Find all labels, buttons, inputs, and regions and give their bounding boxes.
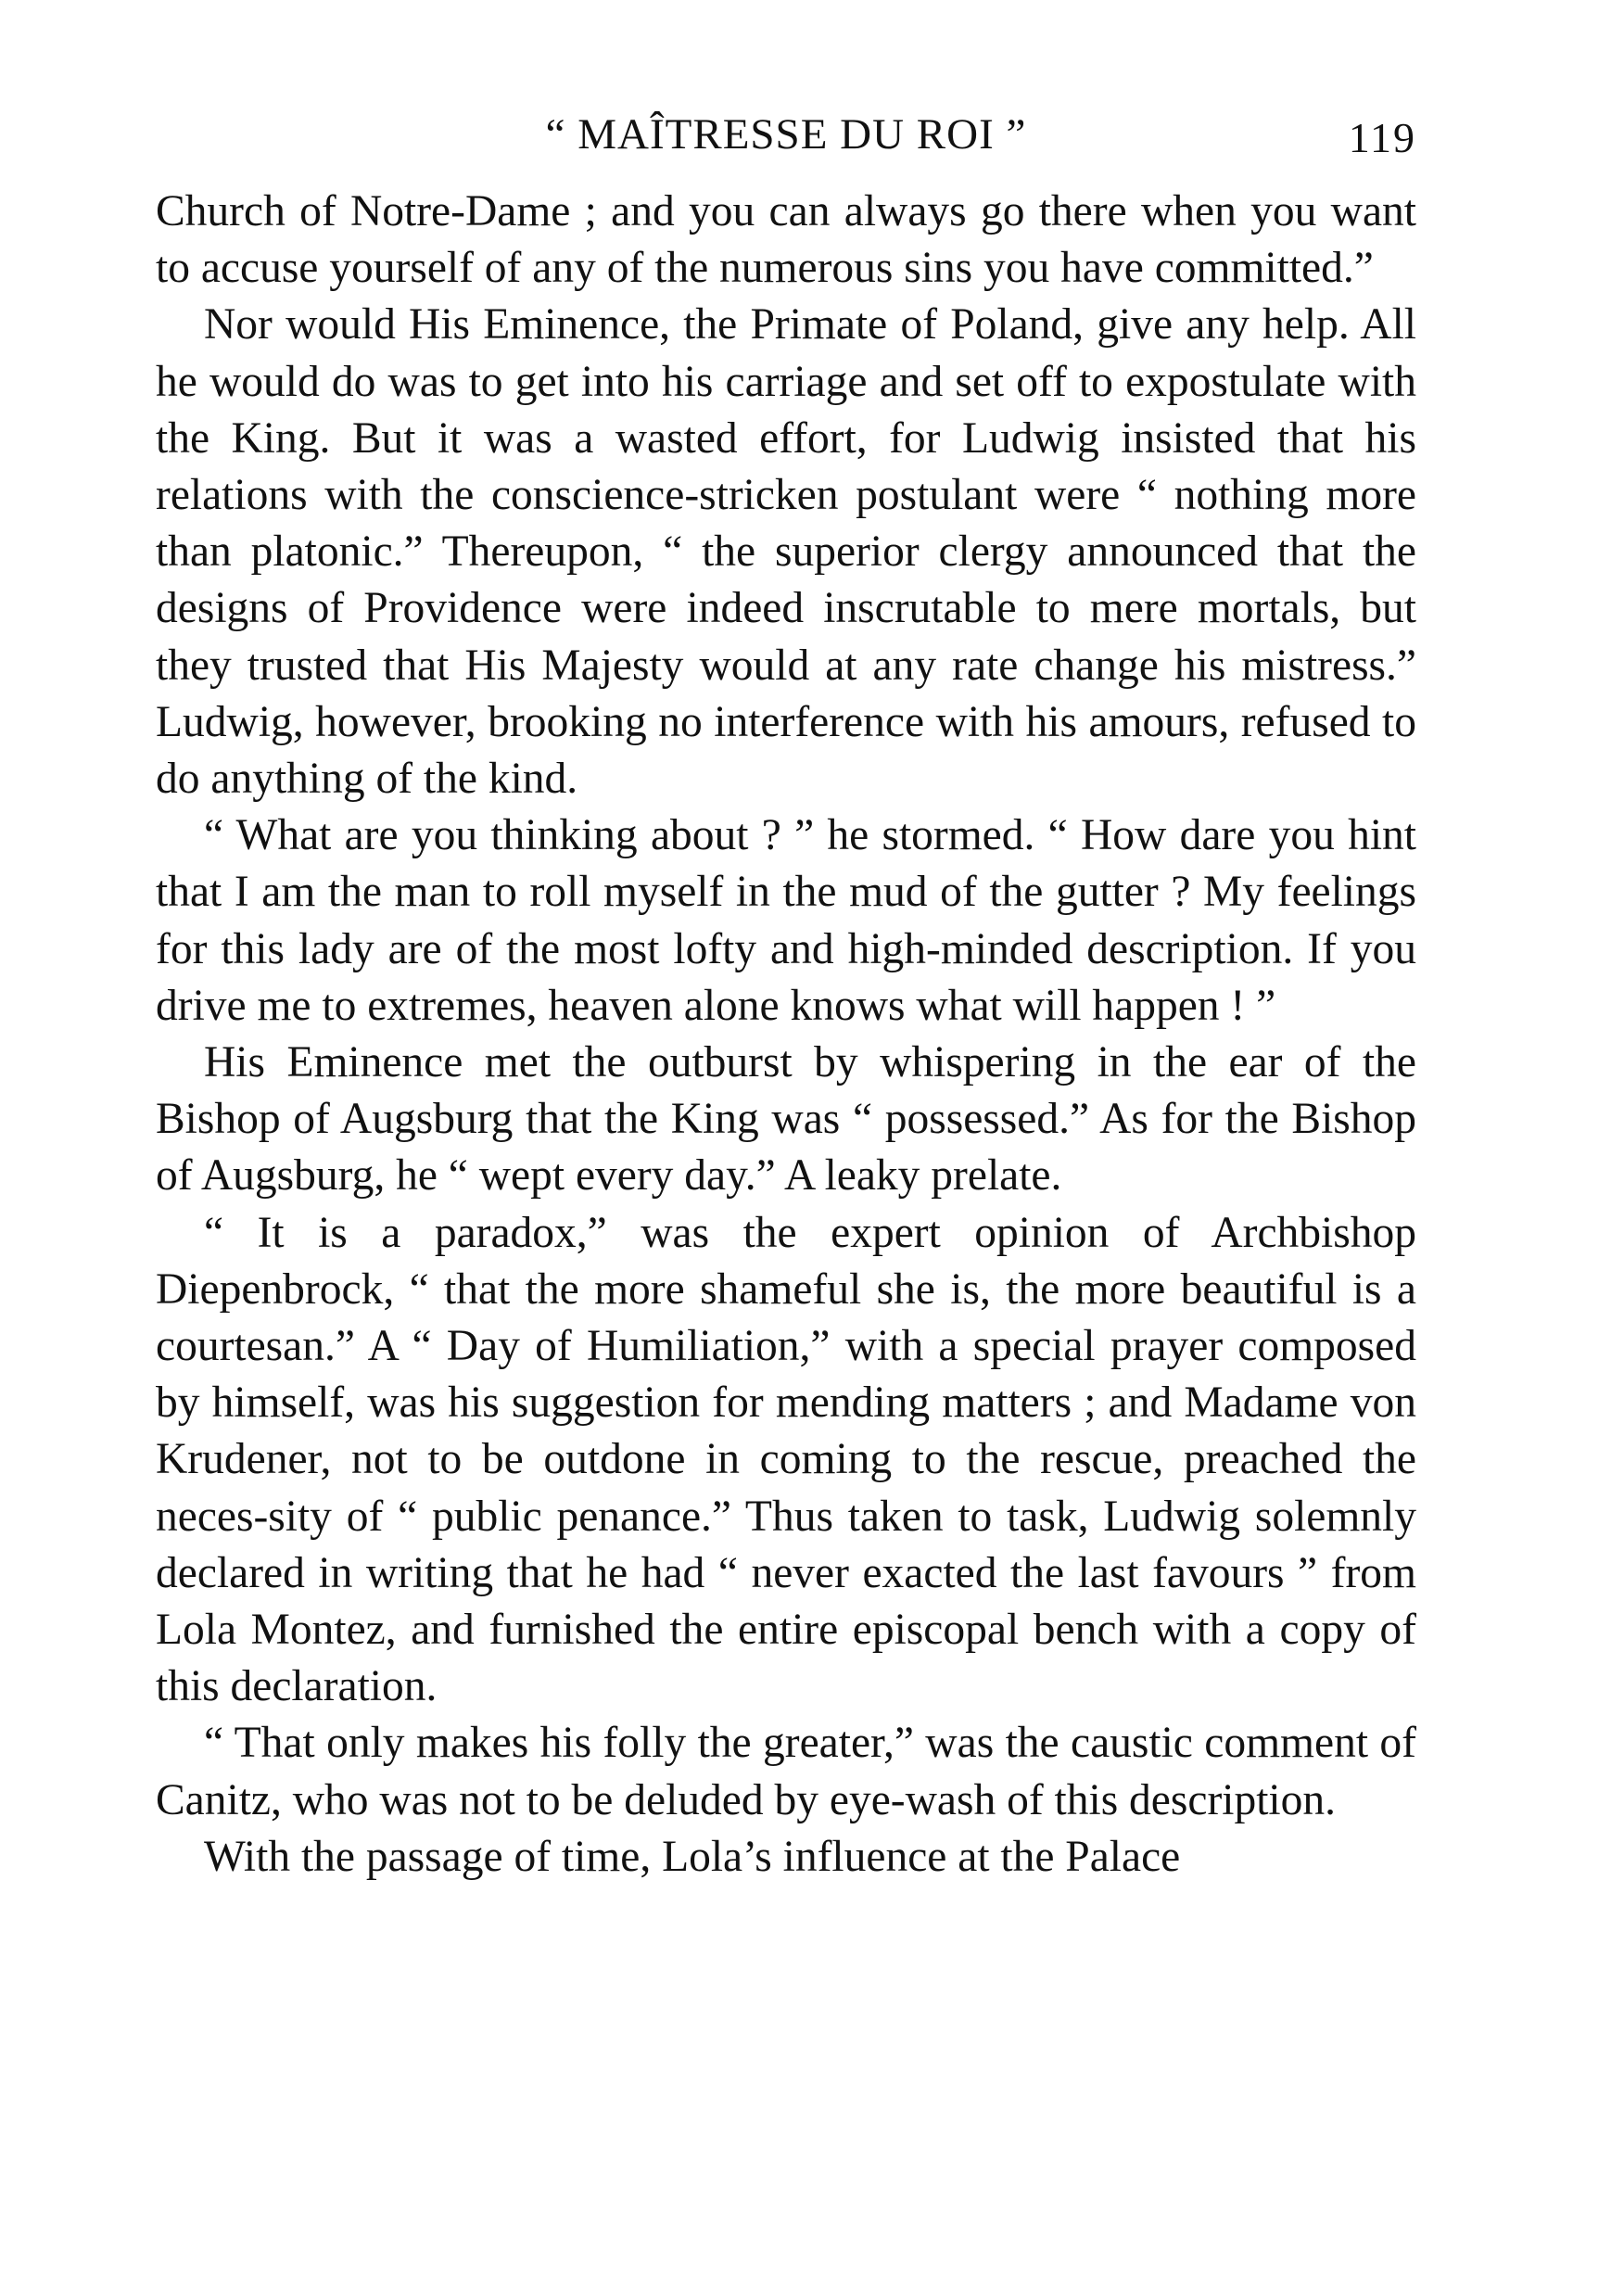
page-number: 119 bbox=[1348, 114, 1416, 161]
paragraph-king-stormed: “ What are you thinking about ? ” he stormed. “ How dare you hint that I am the man to roll myself in the mud of the gutter ? My feelings for this lady are of the most lofty and high-minded description. If you drive me to extremes, heaven alone knows what will happen ! ” bbox=[156, 811, 1416, 1030]
paragraph-eminence: His Eminence met the outburst by whispering in the ear of the Bishop of Augsburg that the King was “ possessed.” As for the Bishop of Augsburg, he “ wept every day.” A leaky prelate. bbox=[156, 1038, 1416, 1201]
running-title: “ MAÎTRESSE DU ROI ” bbox=[545, 110, 1027, 159]
body-text bbox=[156, 184, 1416, 1886]
running-header bbox=[156, 109, 1416, 184]
paragraph-passage-of-time: With the passage of time, Lola’s influence at the Palace bbox=[204, 1832, 1181, 1881]
book-page bbox=[156, 109, 1416, 1886]
paragraph-canitz: “ That only makes his folly the greater,” was the caustic comment of Canitz, who was not to be deluded by eye-wash of this description. bbox=[156, 1719, 1416, 1824]
paragraph-continued: Church of Notre-Dame ; and you can always go there when you want to accuse yourself of any of the numerous sins you have committed.” bbox=[156, 187, 1416, 293]
paragraph-paradox: “ It is a paradox,” was the expert opinion of Archbishop Diepenbrock, “ that the more shameful she is, the more beautiful is a courtesan.” A “ Day of Humiliation,” with a special prayer composed by himself, was his suggestion for mending matters ; and Madame von Krudener, not to be outdone in coming to the rescue, preached the neces-sity of “ public penance.” Thus taken to task, Ludwig solemnly declared in writing that he had “ never exacted the last favours ” from Lola Montez, and furnished the entire episcopal bench with a copy of this declaration. bbox=[156, 1208, 1416, 1711]
paragraph-primate: Nor would His Eminence, the Primate of Poland, give any help. All he would do was to get into his carriage and set off to expostulate with the King. But it was a wasted effort, for Ludwig insisted that his relations with the conscience-stricken postulant were “ nothing more than platonic.” Thereupon, “ the superior clergy announced that the designs of Providence were indeed inscrutable to mere mortals, but they trusted that His Majesty would at any rate change his mistress.” Ludwig, however, brooking no interference with his amours, refused to do anything of the kind. bbox=[156, 300, 1416, 804]
